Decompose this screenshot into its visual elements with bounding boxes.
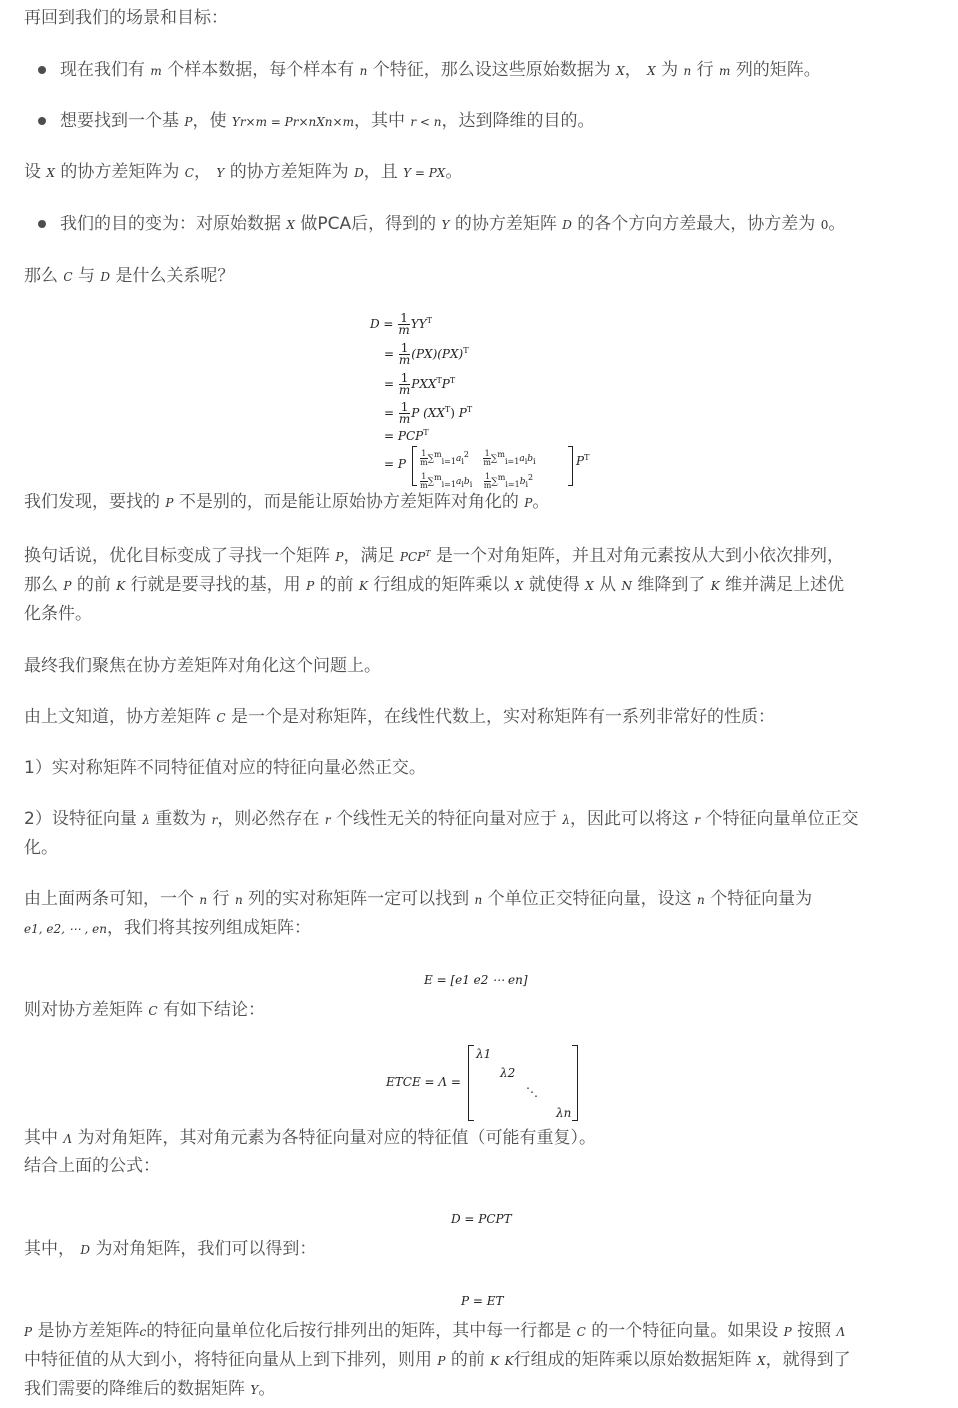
- formula-d: D = PCPT: [451, 1212, 512, 1226]
- bullet-dot: [38, 220, 46, 228]
- symmetric-paragraph: 由上文知道，协方差矩阵 C 是一个是对称矩阵，在线性代数上，实对称矩阵有一系列非常好的性质：: [24, 707, 775, 727]
- covariance-definition: 设 X 的协方差矩阵为 C， Y 的协方差矩阵为 D，且 Y = PX。: [24, 162, 463, 182]
- question-paragraph: 那么 C 与 D 是什么关系呢？: [24, 266, 235, 286]
- text: 再回到我们的场景和目标：: [24, 8, 228, 28]
- final-paragraph: P 是协方差矩阵c的特征向量单位化后按行排列出的矩阵，其中每一行都是 C 的一个特征向量。如果设 P 按照 Λ 中特征值的从大到小，将特征向量从上到下排列，则用 P 的前 K K行组成的矩阵乘以原始数据矩阵 X，就得到了 我们需要的降维后的数据矩阵 Y。: [24, 1321, 851, 1399]
- eigenvector-paragraph: 由上面两条可知，一个 n 行 n 列的实对称矩阵一定可以找到 n 个单位正交特征向量，设这 n 个特征向量为 e1, e2, ⋯ , en，我们将其按列组成矩阵：: [24, 889, 813, 938]
- bullet-dot: [38, 66, 46, 74]
- combine-text: 结合上面的公式：: [24, 1156, 160, 1176]
- finding-paragraph: 我们发现，要找的 P 不是别的，而是能让原始协方差矩阵对角化的 P。: [24, 492, 550, 512]
- property-one: 1）实对称矩阵不同特征值对应的特征向量必然正交。: [24, 758, 426, 778]
- bullet-item-goal: 我们的目的变为：对原始数据 X 做PCA后，得到的 Y 的协方差矩阵 D 的各个方向方差最大，协方差为 0。: [60, 214, 846, 234]
- result-intro: 其中， D 为对角矩阵，我们可以得到：: [24, 1239, 317, 1259]
- formula-projection: Yr×m = Pr×nXn×m: [231, 115, 354, 129]
- objective-paragraph: 换句话说，优化目标变成了寻找一个矩阵 P，满足 $PCP^T$ 是一个对角矩阵，并且对角元素按从大到小依次排列， 那么 P 的前 K 行就是要寻找的基，用 P 的前 K 行组成的矩阵乘以 X 就使得 X 从 N 维降到了 K 维并满足上述优 化条件。: [24, 546, 845, 624]
- bullet-dot: [38, 117, 46, 125]
- bullet-item-basis: 想要找到一个基 P，使 Yr×m = Pr×nXn×m，其中 r < n，达到降维的目的。: [60, 111, 595, 131]
- conclusion-intro: 则对协方差矩阵 C 有如下结论：: [24, 1000, 265, 1020]
- bullet-item-samples: 现在我们有 m 个样本数据，每个样本有 n 个特征，那么设这些原始数据为 X， X 为 n 行 m 列的矩阵。: [60, 60, 821, 80]
- focus-paragraph: 最终我们聚焦在协方差矩阵对角化这个问题上。: [24, 656, 381, 676]
- formula-p: P = ET: [461, 1294, 504, 1308]
- matrix-e-equation: E = [e1 e2 ⋯ en]: [424, 973, 528, 987]
- lambda-explanation: 其中 Λ 为对角矩阵，其对角元素为各特征向量对应的特征值（可能有重复）。: [24, 1128, 596, 1148]
- property-two: 2）设特征向量 λ 重数为 r，则必然存在 r 个线性无关的特征向量对应于 λ，因此可以将这 r 个特征向量单位正交 化。: [24, 809, 859, 858]
- intro-paragraph: [24, 4, 936, 32]
